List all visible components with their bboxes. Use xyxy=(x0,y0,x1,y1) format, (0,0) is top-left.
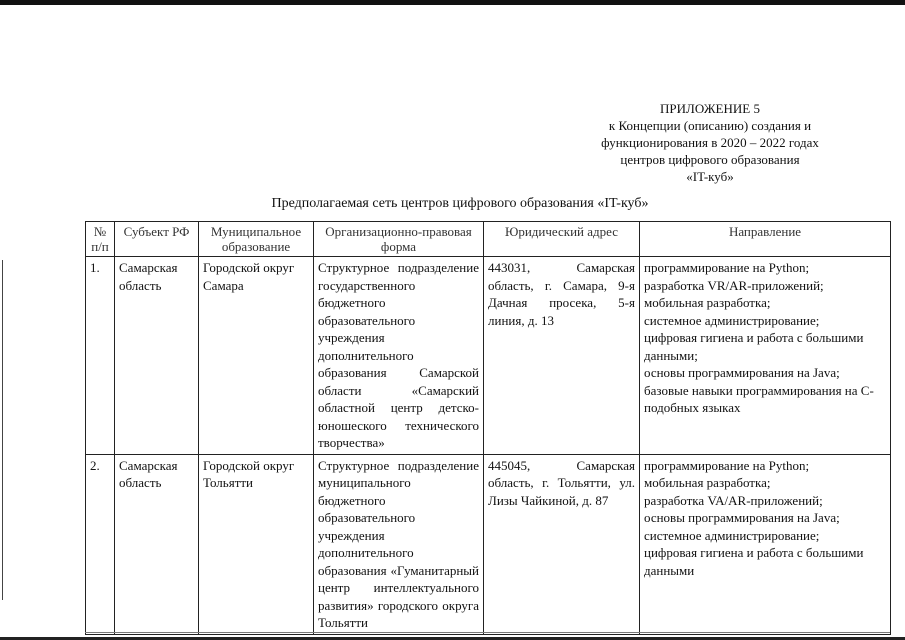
direction-item: разработка VA/AR-приложений; xyxy=(644,492,823,508)
direction-item: мобильная разработка; xyxy=(644,295,771,310)
header-municipality: Муниципальное образование xyxy=(199,222,314,257)
row-directions xyxy=(640,454,891,634)
appendix-header xyxy=(555,100,865,185)
direction-item: базовые навыки программирования на С-подобных языках xyxy=(644,382,874,415)
appendix-line: к Концепции (описанию) создания и xyxy=(608,118,812,133)
row-municipality: Городской округ Тольятти xyxy=(199,454,314,634)
row-address: 443031, Самарская область, г. Самара, 9-я Дачная просека, 5-я линия, д. 13 xyxy=(484,257,640,455)
row-directions xyxy=(640,257,891,455)
direction-item: системное администрирование; xyxy=(644,312,820,328)
direction-item: основы программирования на Java; xyxy=(644,365,840,380)
table-row xyxy=(86,454,891,634)
direction-item: цифровая гигиена и работа с большими данными; xyxy=(644,330,864,363)
direction-item: цифровая гигиена и работа с большими данными xyxy=(644,545,864,578)
scan-left-edge xyxy=(2,260,3,600)
direction-item: программирование на Python; xyxy=(644,457,810,473)
page-bottom-line xyxy=(85,632,890,633)
row-org-form: Структурное подразделение муниципального бюджетного образовательного учреждения дополнительного образования «Гуманитарный центр интеллектуального развития» городского округа Тольятти xyxy=(314,454,484,634)
table-header-row xyxy=(86,222,891,257)
header-subject: Субъект РФ xyxy=(115,222,199,257)
appendix-line: ПРИЛОЖЕНИЕ 5 xyxy=(660,101,760,116)
header-num: № п/п xyxy=(86,222,115,257)
row-address: 445045, Самарская область, г. Тольятти, ул. Лизы Чайкиной, д. 87 xyxy=(484,454,640,634)
direction-item: системное администрирование; xyxy=(644,527,820,543)
row-num: 1. xyxy=(86,257,115,455)
row-subject: Самарская область xyxy=(115,454,199,634)
appendix-line: функционирования в 2020 – 2022 годах xyxy=(601,135,819,150)
row-org-form: Структурное подразделение государственного бюджетного образовательного учреждения дополнительного образования Самарской области «Самарский областной центр детско-юношеского технического творчества» xyxy=(314,257,484,455)
direction-item: программирование на Python; xyxy=(644,260,810,275)
row-num: 2. xyxy=(86,454,115,634)
row-municipality: Городской округ Самара xyxy=(199,257,314,455)
header-org-form: Организационно-правовая форма xyxy=(314,222,484,257)
row-subject: Самарская область xyxy=(115,257,199,455)
table-row xyxy=(86,257,891,455)
header-direction: Направление xyxy=(640,222,891,257)
header-address: Юридический адрес xyxy=(484,222,640,257)
centers-table xyxy=(85,221,891,635)
direction-item: мобильная разработка; xyxy=(644,475,771,490)
document-title: Предполагаемая сеть центров цифрового образования «IT-куб» xyxy=(271,196,649,211)
appendix-line: центров цифрового образования xyxy=(620,152,800,167)
direction-item: разработка VR/AR-приложений; xyxy=(644,277,824,293)
scan-top-border xyxy=(0,0,905,5)
direction-item: основы программирования на Java; xyxy=(644,510,840,525)
appendix-line: «IT-куб» xyxy=(686,169,734,184)
